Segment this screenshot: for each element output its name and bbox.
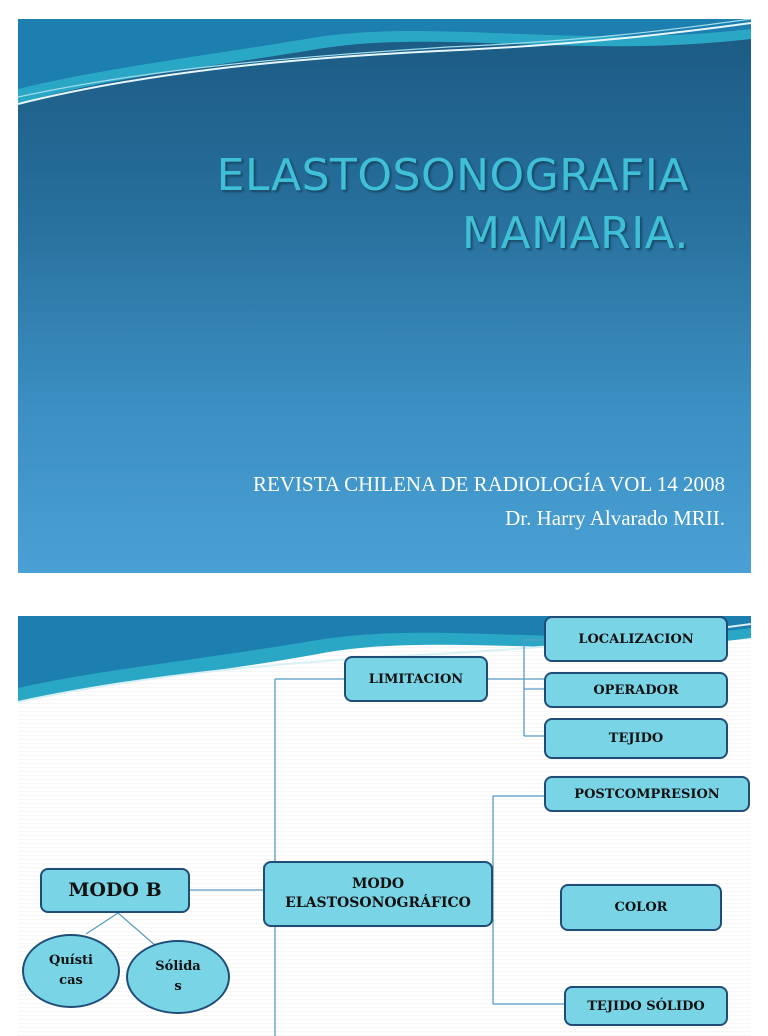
node-solidas-line1: Sólida [155, 959, 201, 974]
node-tejido-label: TEJIDO [608, 731, 664, 746]
node-solidas [126, 940, 230, 1014]
title-line-2: MAMARIA. [462, 208, 689, 259]
node-operador-label: OPERADOR [593, 682, 679, 698]
node-localizacion [544, 616, 728, 662]
title-slide [18, 19, 751, 573]
node-limitacion [344, 656, 488, 702]
node-modo-b [40, 868, 190, 913]
title-line-1: ELASTOSONOGRAFIA [216, 150, 689, 201]
slide-subtitle [253, 467, 725, 535]
diagram-slide [18, 616, 751, 1036]
subtitle-line-2: Dr. Harry Alvarado MRII. [505, 506, 725, 530]
node-modo-elasto-line2: ELASTOSONOGRÁFICO [285, 895, 471, 911]
node-tejido-solido-label: TEJIDO SÓLIDO [587, 998, 705, 1014]
decorative-wave [18, 19, 751, 109]
node-solidas-line2: s [174, 979, 182, 994]
node-modo-b-label: MODO B [68, 879, 162, 901]
node-limitacion-label: LIMITACION [368, 671, 464, 687]
subtitle-line-1: REVISTA CHILENA DE RADIOLOGÍA VOL 14 2008 [253, 472, 725, 496]
node-modo-elasto-line1: MODO [351, 876, 405, 892]
node-tejido [544, 718, 728, 759]
node-operador [544, 672, 728, 708]
node-localizacion-label: LOCALIZACION [578, 631, 694, 647]
node-color [560, 884, 722, 931]
node-tejido-solido [564, 986, 728, 1026]
slide-title [217, 147, 689, 263]
node-quisticas [22, 934, 120, 1008]
node-modo-elastosonografico [263, 861, 493, 927]
node-color-label: COLOR [614, 900, 668, 915]
node-quisticas-line1: Quísti [49, 953, 93, 968]
node-postcompresion-label: POSTCOMPRESION [574, 786, 720, 802]
node-postcompresion [544, 776, 750, 812]
node-quisticas-line2: cas [59, 973, 83, 988]
